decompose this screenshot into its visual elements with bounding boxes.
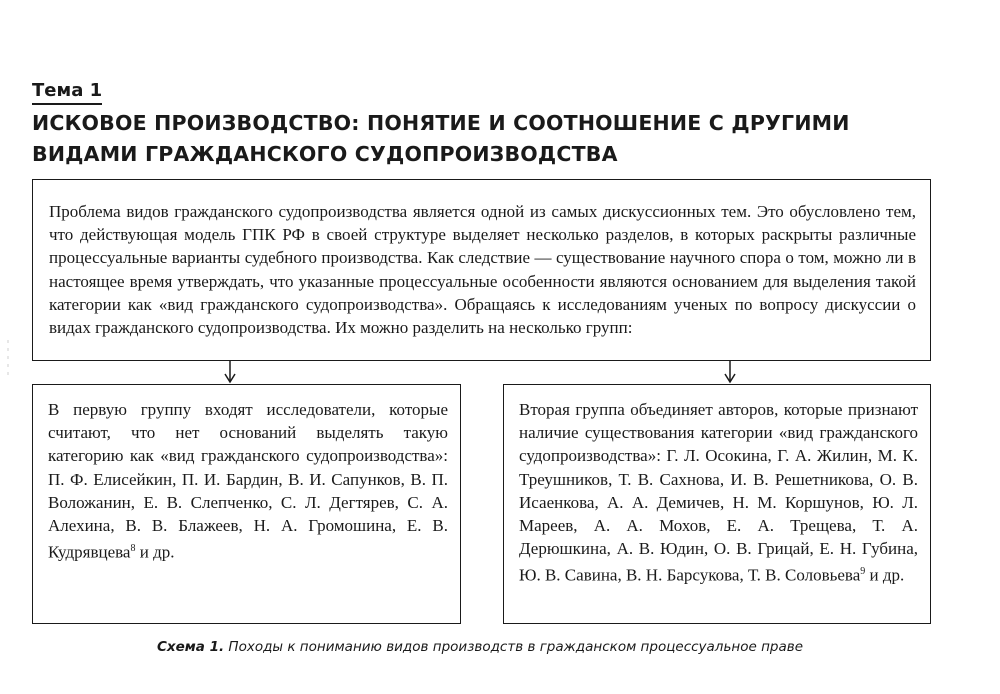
down-arrow-left-icon [222, 361, 238, 384]
group-1-text: В первую группу входят исследователи, которые считают, что нет оснований выделять такую категорию как «вид гражданского судопроизводства»: П. Ф. Елисейкин, П. И. Бардин, В. И. Сапунков, В. П. Воложанин, Е. В. Слепченко, С. Л. Дегтярев, С. А. Алехина, В. В. Блажеев, Н. А. Громошина, Е. В. Кудрявцева [48, 400, 448, 562]
intro-box [32, 179, 931, 361]
down-arrow-right-icon [722, 361, 738, 384]
group-2-box [503, 384, 931, 624]
group-2-text: Вторая группа объединяет авторов, которые признают наличие существования категории «вид гражданского судопроизводства»: Г. Л. Осокина, Г. А. Жилин, М. К. Треушников, Т. В. Сахнова, И. В. Решетникова, О. В. Исаенкова, А. А. Демичев, Н. М. Коршунов, Ю. Л. Мареев, А. А. Мохов, Е. А. Трещева, Т. А. Дерюшкина, А. В. Юдин, О. В. Грицай, Е. Н. Губина, Ю. В. Савина, В. Н. Барсукова, Т. В. Соловьева [519, 400, 918, 586]
group-1-tail: и др. [135, 542, 175, 562]
caption-label: Схема 1. [156, 639, 225, 655]
caption-text: Походы к пониманию видов производств в гражданском процессуальное праве [224, 639, 804, 655]
group-2-tail: и др. [865, 566, 905, 586]
margin-mark [7, 340, 9, 380]
footnote-8: 8 [130, 543, 136, 555]
intro-text: Проблема видов гражданского судопроизводства является одной из самых дискуссионных тем. Это обусловлено тем, что действующая модель ГПК РФ в своей структуре выделяет несколько разделов, в которых раскрыты различные процессуальные варианты судебного производства. Как следствие — существование научного спора о том, можно ли в настоящее время утверждать, что указанные процессуальные особенности являются основанием для выделения такой категории как «вид гражданского судопроизводства». Обращаясь к исследованиям ученых по вопросу дискуссии о видах гражданского судопроизводства. Их можно разделить на несколько групп: [49, 202, 916, 338]
group-1-box [32, 384, 461, 624]
topic-label: Тема 1 [32, 80, 102, 105]
figure-caption [0, 639, 960, 655]
title-line-1: ИСКОВОЕ ПРОИЗВОДСТВО: ПОНЯТИЕ И СООТНОШЕНИЕ С ДРУГИМИ [32, 111, 850, 135]
title-line-2: ВИДАМИ ГРАЖДАНСКОГО СУДОПРОИЗВОДСТВА [32, 142, 618, 166]
page-title [32, 108, 932, 170]
footnote-9: 9 [860, 566, 866, 578]
